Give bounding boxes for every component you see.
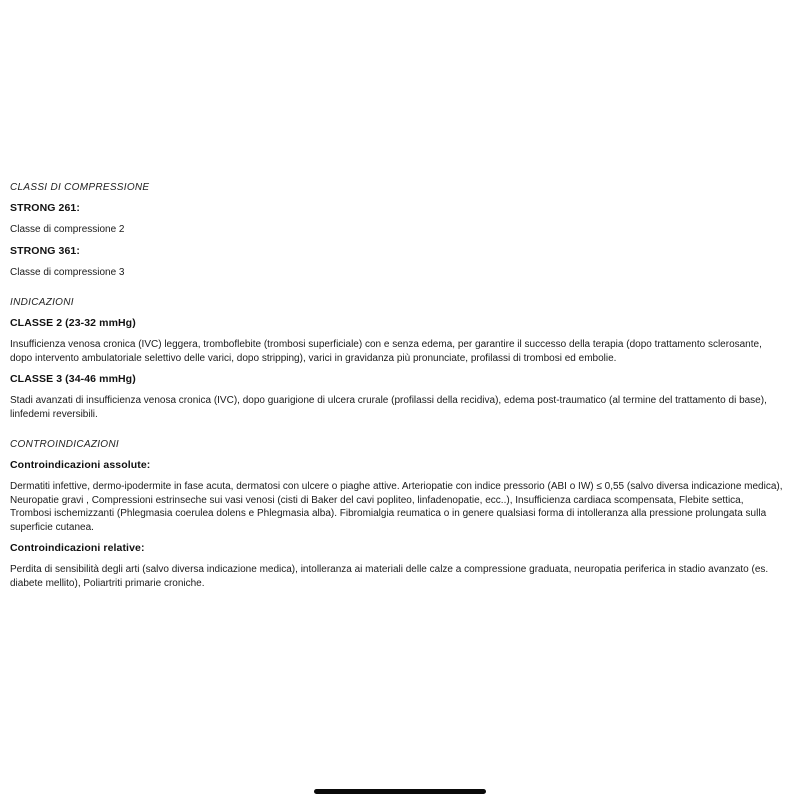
item-text: Classe di compressione 2 — [10, 224, 125, 235]
item-text: Insufficienza venosa cronica (IVC) leggera, tromboflebite (trombosi superficiale) con e senza edema, per garantire il successo della terapia (dopo trattamento sclerosante, dopo intervento ambulatoriale selettivo delle varici, dopo stripping), varici in gravidanza più pronunciate, profilassi di trombosi ed embolie. — [10, 339, 762, 364]
item-label: STRONG 261: — [10, 202, 80, 214]
item-label: STRONG 361: — [10, 244, 80, 257]
section-controindicazioni — [10, 438, 786, 590]
item-label: Controindicazioni relative: — [10, 542, 145, 554]
item-label: CLASSE 3 (34-46 mmHg) — [10, 373, 136, 385]
section-heading: CONTROINDICAZIONI — [10, 439, 119, 450]
item-text: Dermatiti infettive, dermo-ipodermite in fase acuta, dermatosi con ulcere o piaghe attive. Arteriopatie con indice pressorio (ABI o IW) ≤ 0,55 (salvo diversa indicazione medica), Neuropatie gravi , Compressioni estrinseche sui vasi venosi (cisti di Baker del cavi popliteo, linfadenopatie, ecc..), Insufficienza cardiaca scompensata, Flebite settica, Trombosi ischemizzanti (Phlegmasia coerulea dolens e Phlegmasia alba). Fibromialgia reumatica o in genere qualsiasi forma di intolleranza alla pressione prolungata sulla superficie cutanea. — [10, 481, 783, 533]
item-label: CLASSE 2 (23-32 mmHg) — [10, 317, 136, 329]
section-classi-di-compressione — [10, 181, 786, 279]
item-text: Perdita di sensibilità degli arti (salvo diversa indicazione medica), intolleranza ai materiali delle calze a compressione graduata, neuropatia periferica in stadio avanzato (es. diabete mellito), Poliartriti primarie croniche. — [10, 564, 769, 589]
home-indicator-bar[interactable] — [314, 789, 486, 794]
document-body — [10, 181, 786, 598]
section-indicazioni — [10, 296, 786, 421]
section-heading: CLASSI DI COMPRESSIONE — [10, 182, 150, 193]
item-text: Stadi avanzati di insufficienza venosa cronica (IVC), dopo guarigione di ulcera crurale (profilassi della recidiva), edema post-traumatico (al termine del trattamento di base), linfedemi reversibili. — [10, 395, 767, 420]
item-label: Controindicazioni assolute: — [10, 459, 151, 471]
section-heading: INDICAZIONI — [10, 297, 74, 308]
item-text: Classe di compressione 3 — [10, 266, 125, 278]
